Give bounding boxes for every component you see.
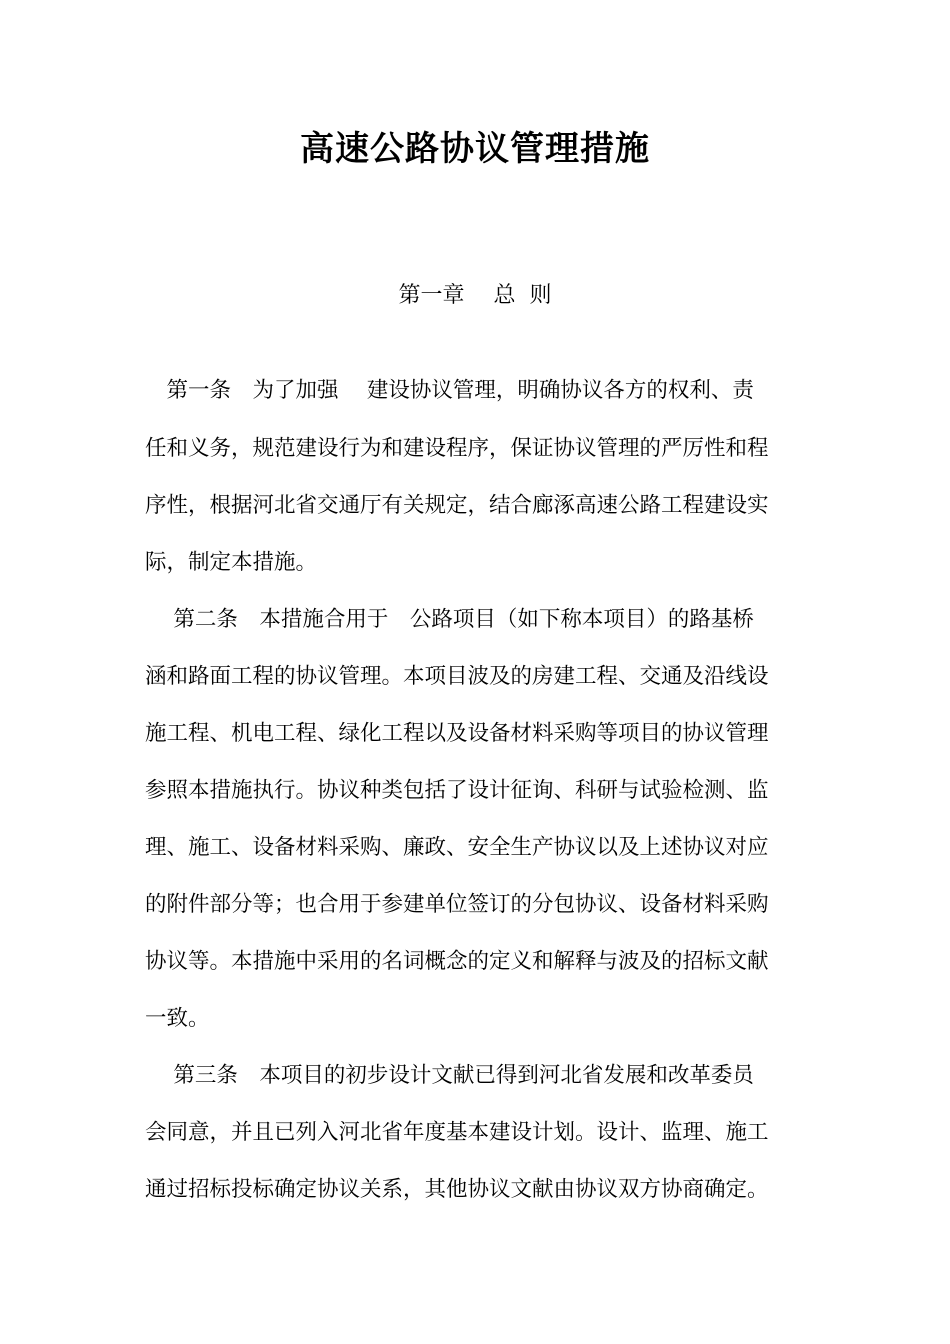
- document-title: 高速公路协议管理措施: [300, 129, 650, 169]
- article-3-line-1: 第三条 本项目的初步设计文献已得到河北省发展和改革委员: [145, 1063, 754, 1088]
- article-1-line-4: 际，制定本措施。: [145, 550, 318, 575]
- article-2-line-5: 理、施工、设备材料采购、廉政、安全生产协议以及上述协议对应: [145, 835, 769, 860]
- article-2-line-1: 第二条 本措施合用于 公路项目（如下称本项目）的路基桥: [145, 607, 754, 632]
- chapter-heading: 第一章 总 则: [398, 283, 552, 308]
- article-1-line-2: 任和义务，规范建设行为和建设程序，保证协议管理的严厉性和程: [145, 436, 769, 461]
- article-1-line-3: 序性，根据河北省交通厅有关规定，结合廊涿高速公路工程建设实: [145, 493, 769, 518]
- article-2-line-3: 施工程、机电工程、绿化工程以及设备材料采购等项目的协议管理: [145, 721, 769, 746]
- article-2-line-6: 的附件部分等；也合用于参建单位签订的分包协议、设备材料采购: [145, 892, 769, 917]
- article-2-line-7: 协议等。本措施中采用的名词概念的定义和解释与波及的招标文献: [145, 949, 769, 974]
- article-2-line-8: 一致。: [145, 1006, 210, 1031]
- article-1-line-1: 第一条 为了加强 建设协议管理，明确协议各方的权利、责: [145, 378, 754, 403]
- article-2-line-2: 涵和路面工程的协议管理。本项目波及的房建工程、交通及沿线设: [145, 664, 769, 689]
- article-2-line-4: 参照本措施执行。协议种类包括了设计征询、科研与试验检测、监: [145, 778, 769, 803]
- article-3-line-3: 通过招标投标确定协议关系，其他协议文献由协议双方协商确定。: [145, 1177, 769, 1202]
- article-3-line-2: 会同意，并且已列入河北省年度基本建设计划。设计、监理、施工: [145, 1120, 769, 1145]
